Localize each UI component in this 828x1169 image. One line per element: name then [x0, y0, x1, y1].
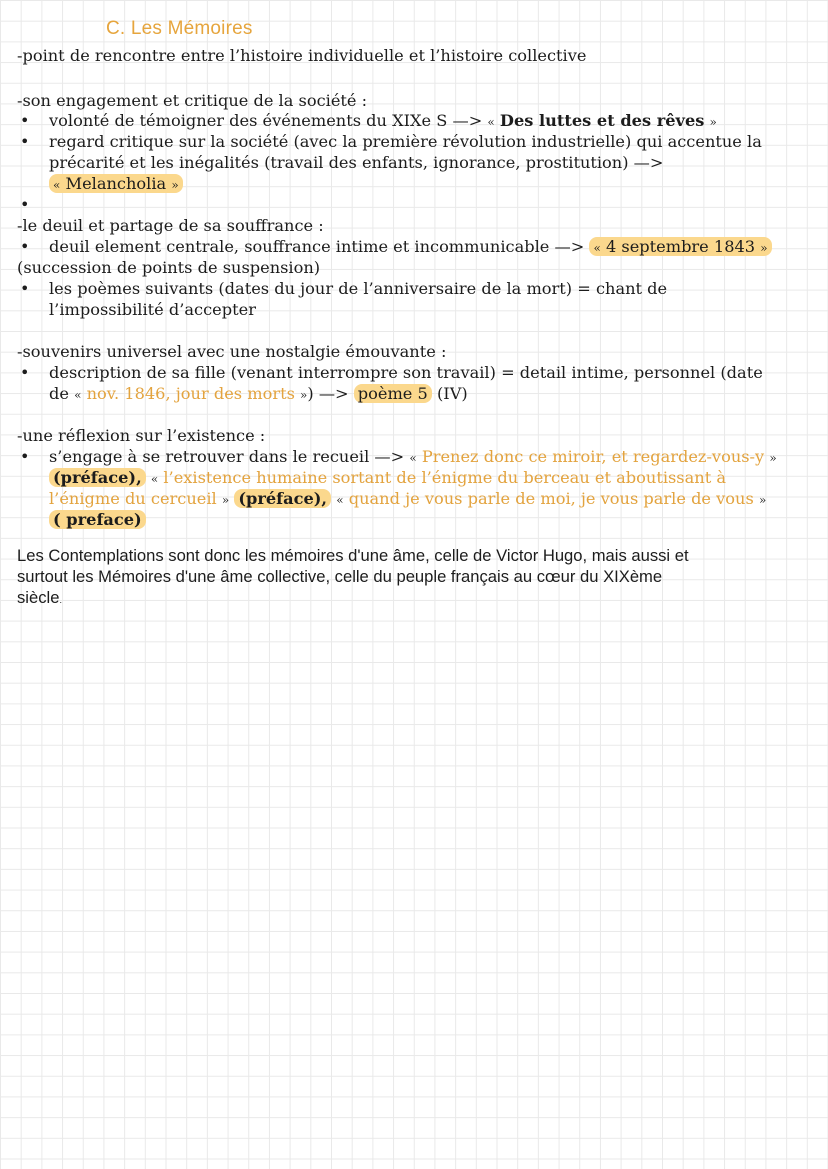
- section-title: C. Les Mémoires: [106, 18, 253, 39]
- s4-line-2: (préface), « l’existence humaine sortant de l’énigme du berceau et aboutissant à: [49, 467, 726, 490]
- date-quote: nov. 1846, jour des morts: [86, 384, 295, 403]
- s2-bullet-1-cont: (succession de points de suspension): [17, 258, 321, 277]
- s1-bullet-2-line-1: regard critique sur la société (avec la première révolution industrielle) qui accentue la: [49, 132, 762, 151]
- preface-highlight-1: (préface),: [49, 468, 146, 487]
- s4-line-1: s’engage à se retrouver dans le recueil —> « Prenez donc ce miroir, et regardez-vous-y »: [49, 447, 777, 466]
- quote-2a: l’existence humaine sortant de l’énigme du berceau et aboutissant à: [163, 468, 726, 487]
- s3-heading: -souvenirs universel avec une nostalgie émouvante :: [17, 342, 447, 361]
- s4-heading: -une réflexion sur l’existence :: [17, 426, 266, 445]
- s2-bullet-2-line-2: l’impossibilité d’accepter: [49, 300, 256, 319]
- s3-bullet-1-line-2: de « nov. 1846, jour des morts ») —> poème 5 (IV): [49, 384, 468, 403]
- s1-heading: -son engagement et critique de la société :: [17, 91, 368, 110]
- bullet: •: [20, 279, 30, 298]
- conclusion-line-2: surtout les Mémoires d'une âme collective, celle du peuple français au cœur du XIXème: [17, 567, 663, 586]
- s4-line-3: l’énigme du cercueil » (préface), « quand je vous parle de moi, je vous parle de vous »: [49, 489, 767, 508]
- quote-2b: l’énigme du cercueil: [49, 489, 217, 508]
- bullet: •: [20, 447, 30, 466]
- s1-bullet-2-ref: [49, 173, 183, 196]
- empty-bullet: •: [20, 195, 30, 214]
- quote-1: Prenez donc ce miroir, et regardez-vous-y: [421, 447, 765, 466]
- s1-bullet-1-title: Des luttes et des rêves: [499, 111, 705, 130]
- bullet: •: [20, 111, 30, 130]
- s4-line-4: [49, 509, 146, 530]
- s2-bullet-1: deuil element centrale, souffrance intime et incommunicable —> « 4 septembre 1843 »: [49, 236, 772, 259]
- bullet: •: [20, 363, 30, 382]
- s3-bullet-1-line-1: description de sa fille (venant interrompre son travail) = detail intime, personnel (date: [49, 363, 763, 382]
- date-highlight: « 4 septembre 1843 »: [589, 237, 771, 256]
- melancholia-highlight: « Melancholia »: [49, 174, 183, 193]
- conclusion-line-1: Les Contemplations sont donc les mémoires d'une âme, celle de Victor Hugo, mais aussi et: [17, 546, 689, 565]
- preface-highlight-2: (préface),: [234, 489, 331, 508]
- quote-3: quand je vous parle de moi, je vous parle de vous: [348, 489, 754, 508]
- s1-bullet-2-line-2: précarité et les inégalités (travail des enfants, ignorance, prostitution) —>: [49, 153, 664, 172]
- preface-highlight-3: ( preface): [49, 510, 146, 529]
- s2-bullet-2-line-1: les poèmes suivants (dates du jour de l’anniversaire de la mort) = chant de: [49, 279, 668, 298]
- conclusion-line-3: siècle.: [17, 588, 62, 607]
- s2-heading: -le deuil et partage de sa souffrance :: [17, 216, 324, 235]
- intro-line: -point de rencontre entre l’histoire individuelle et l’histoire collective: [17, 46, 587, 65]
- bullet: •: [20, 237, 30, 256]
- bullet: •: [20, 132, 30, 151]
- s1-bullet-1: volonté de témoigner des événements du XIXe S —> « Des luttes et des rêves »: [49, 111, 717, 130]
- poem-highlight: poème 5: [354, 384, 432, 403]
